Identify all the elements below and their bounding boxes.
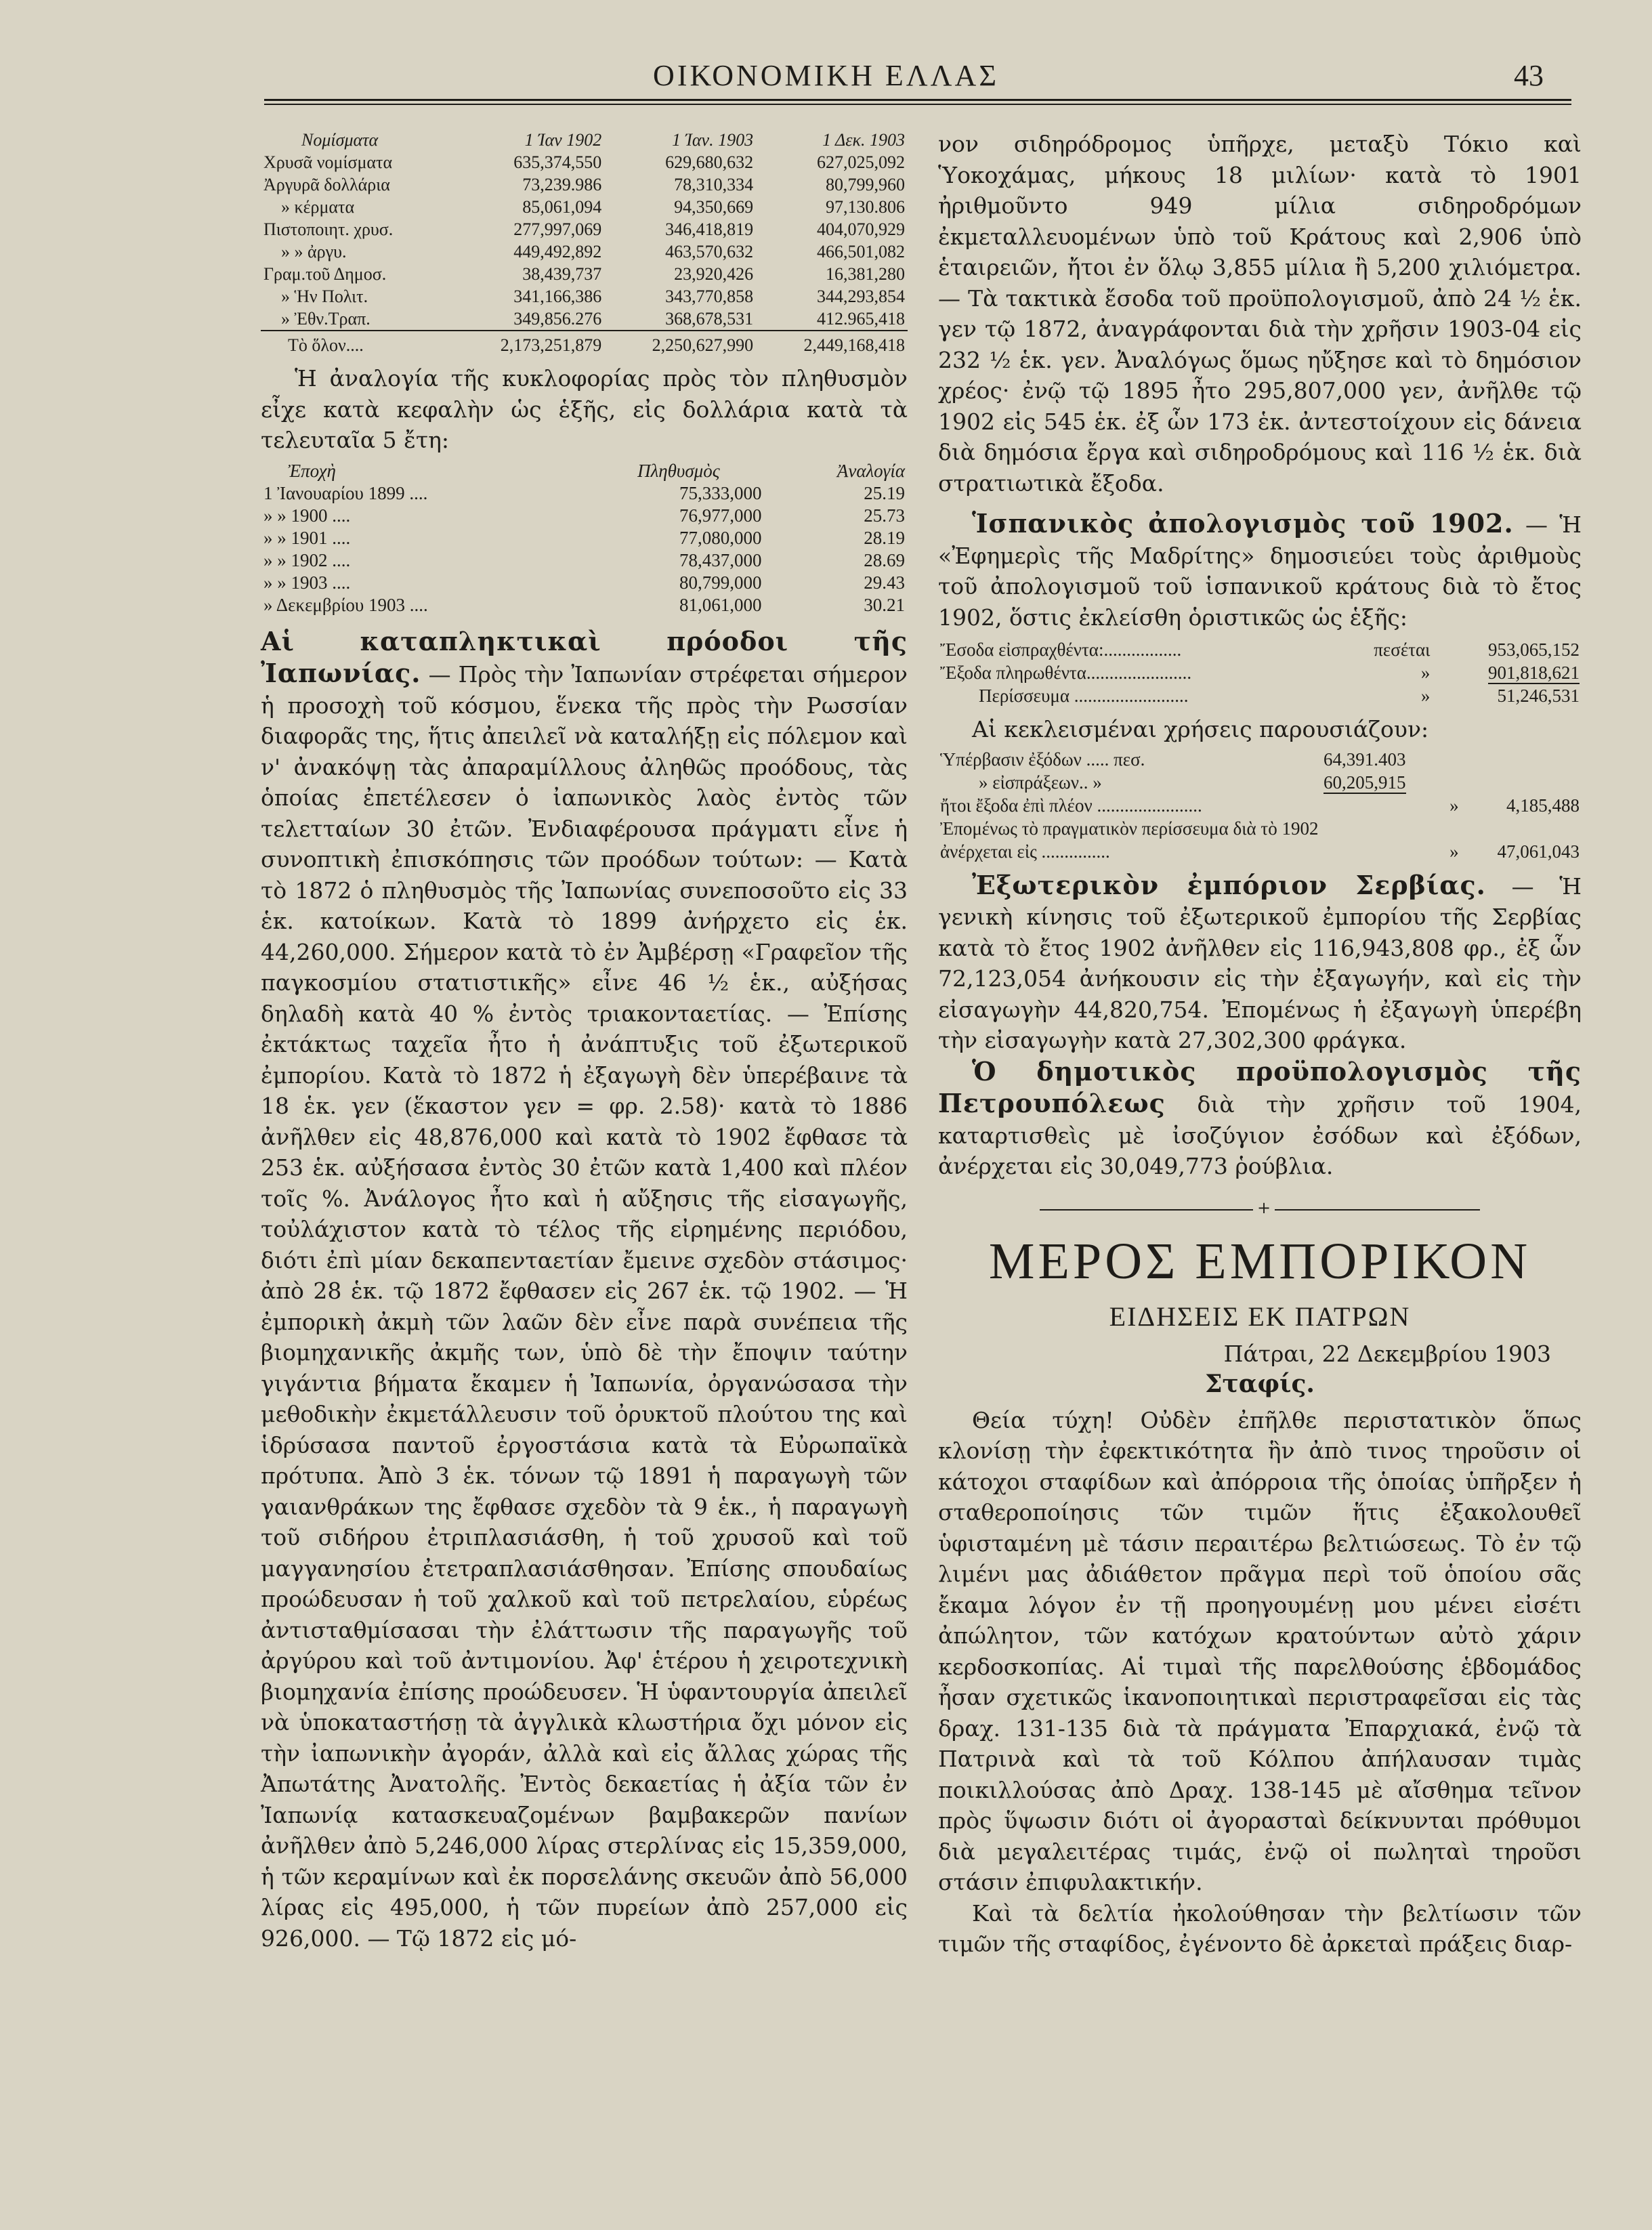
subsection-title: ΕΙΔΗΣΕΙΣ ΕΚ ΠΑΤΡΩΝ	[1109, 1301, 1411, 1332]
petersburg-article	[938, 1056, 1582, 1182]
row-label: Τὸ ὅλον....	[261, 331, 452, 356]
column-header: Ἀναλογία	[836, 460, 905, 481]
table-row	[261, 151, 908, 173]
table-row	[261, 263, 908, 285]
row-label: Πιστοποιητ. χρυσ.	[263, 219, 394, 239]
ledger-value	[1321, 794, 1442, 817]
row-label: 1 Ἰανουαρίου 1899 ....	[263, 482, 428, 503]
ledger-unit: »	[1420, 662, 1431, 683]
closed-years-ledger	[938, 748, 1582, 863]
cell: 2,449,168,418	[756, 331, 908, 356]
ledger-unit: »	[1449, 795, 1459, 816]
ledger-unit: πεσέται	[1374, 639, 1431, 660]
cell: 94,350,669	[674, 197, 754, 217]
cell: 80,799,960	[826, 175, 905, 194]
header-rule	[264, 104, 1571, 105]
cell: 77,080,000	[679, 527, 762, 548]
ledger-unit	[1442, 771, 1460, 794]
closed-years-line: Αἱ κεκλεισμέναι χρήσεις παρουσιάζουν:	[972, 716, 1429, 742]
spain-text: — Ἡ «Ἐφημερὶς τῆς Μαδρίτης» δημοσιεύει τοὺς ἀριθμοὺς τοῦ ἀπολογισμοῦ τοῦ ἱσπανικοῦ κράτους διὰ τὸ ἔτος 1902, ὅστις ἐκλείσθη ὁριστικῶς ὡς ἑξῆς:	[938, 511, 1582, 631]
row-label: Ἀργυρᾶ δολλάρια	[263, 175, 390, 194]
japan-heading: Αἱ καταπληκτικαὶ πρόοδοι τῆς Ἰαπωνίας.	[261, 625, 908, 688]
table-row	[261, 218, 908, 240]
petersburg-text: διὰ τὴν χρῆσιν τοῦ 1904, καταρτισθεὶς μὲ ἰσοζύγιον ἐσόδων καὶ ἐξόδων, ἀνέρχεται εἰς 30,049,773 ῥούβλια.	[938, 1091, 1582, 1179]
row-label: » » 1902 ....	[263, 549, 351, 570]
japan-continuation: νον σιδηρόδρομος ὑπῆρχε, μεταξὺ Τόκιο καὶ Ὑοκοχάμας, μήκους 18 μιλίων· κατὰ τὸ 1901 ἠριθμοῦντο 949 μίλια σιδηροδρόμων ἐκμεταλλευομένων ὑπὸ τοῦ Κράτους καὶ 2,906 ὑπὸ ἑταιρειῶν, ἤτοι ἐν ὅλῳ 3,855 μίλια ἢ 5,200 χιλιόμετρα. — Τὰ τακτικὰ ἔσοδα τοῦ προϋπολογισμοῦ, ἀπὸ 24 ½ ἑκ. γεν τῷ 1872, ἀναγράφονται διὰ τὴν χρῆσιν 1903-04 εἰς 232 ½ ἑκ. γεν. Ἀναλόγως ὅμως ηὔξησε καὶ τὸ δημόσιον χρέος· ἐνῷ τῷ 1895 ἦτο 295,807,000 γεν, ἀνῆλθε τῷ 1902 εἰς 545 ἑκ. ἐξ ὧν 173 ἑκ. ἀντεστοίχουν εἰς δάνεια διὰ δημόσια ἔργα καὶ σιδηροδρόμους καὶ 116 ½ ἑκ. διὰ στρατιωτικὰ ἔξοδα.	[938, 131, 1582, 497]
table-row	[261, 173, 908, 196]
row-label: » κέρματα	[281, 197, 355, 217]
column-header: 1 Ίαν 1902	[524, 130, 602, 150]
table-row	[261, 572, 908, 594]
ledger-row	[938, 748, 1582, 771]
left-column	[261, 129, 908, 1954]
cell: 466,501,082	[817, 242, 905, 261]
commercial-paragraph: Θεία τύχη! Οὐδὲν ἐπῆλθε περιστατικὸν ὅπως κλονίσῃ τὴν ἐφεκτικότητα ἣν ἀπὸ τινος τηροῦσιν οἱ κάτοχοι σταφίδων καὶ ἀπόρροια τῆς ὁποίας ὑπῆρξεν ἡ σταθεροποίησις τῶν τιμῶν ἥτις ἐξακολουθεῖ ὑφισταμένη μὲ τάσιν περαιτέρω βελτιώσεως. Τὸ ἐν τῷ λιμένι μας ἀδιάθετον πρᾶγμα περὶ τοῦ ὁποίου σᾶς ἔκαμα λόγον ἐν τῇ προηγουμένῃ μου μένει εἰσέτι ἀπώλητον, τῶν κατόχων κρατούντων αὐτὸ χάριν κερδοσκοπίας. Αἱ τιμαὶ τῆς παρελθούσης ἑβδομάδος ἦσαν σχετικῶς ἱκανοποιητικαὶ περιστραφεῖσαι εἰς τὰς δραχ. 131-135 διὰ τὰ πράγματα Ἐπαρχιακά, ἐνῷ τὰ Πατρινὰ καὶ τὰ τοῦ Κόλπου ἀπήλαυσαν τιμὰς ποικιλλούσας ἀπὸ Δραχ. 138-145 μὲ αἴσθημα τεῖνον πρὸς ὕψωσιν διότι οἱ ἀγορασταὶ δείκνυνται πρόθυμοι διὰ μεγαλειτέρας τιμάς, ἐνῷ οἱ πωληταὶ τηροῦσι στάσιν ἐπιφυλακτικήν.	[938, 1406, 1582, 1895]
cell: 2,250,627,990	[604, 331, 756, 356]
cell: 29.43	[864, 572, 905, 593]
cell: 463,570,632	[665, 242, 754, 261]
cell: 81,061,000	[679, 594, 762, 615]
serbia-heading: Ἐξωτερικὸν ἐμπόριον Σερβίας.	[972, 869, 1486, 900]
ledger-label: Ἐπομένως τὸ πραγματικὸν περίσσευμα διὰ τὸ 1902 ἀνέρχεται εἰς ...............	[940, 818, 1319, 862]
ledger-label: Περίσσευμα .........................	[979, 686, 1189, 706]
cell: 16,381,280	[826, 264, 905, 284]
cell: 97,130.806	[826, 197, 905, 217]
table-row	[261, 240, 908, 263]
ratio-paragraph: Ἡ ἀναλογία τῆς κυκλοφορίας πρὸς τὸν πληθυσμὸν εἶχε κατὰ κεφαλὴν ὡς ἑξῆς, εἰς δολλάρια κατὰ τὰ τελευταῖα 5 ἔτη:	[261, 365, 908, 453]
cell: 75,333,000	[679, 482, 762, 503]
ledger-label: Ὑπέρβασιν ἐξόδων ..... πεσ.	[940, 749, 1145, 770]
ledger-row	[938, 684, 1582, 707]
cell: 349,856.276	[513, 309, 602, 329]
serbia-text: — Ἡ γενικὴ κίνησις τοῦ ἐξωτερικοῦ ἐμπορίου τῆς Σερβίας κατὰ τὸ ἔτος 1902 ἀνῆλθεν εἰς 116,943,808 φρ., ἐξ ὧν 72,123,054 ἀνήκουσιν εἰς τὴν ἐξαγωγήν, καὶ εἰς τὴν εἰσαγωγὴν 44,820,754. Ἐπομένως ἡ ἐξαγωγὴ ὑπερέβη τὴν εἰσαγωγὴν κατὰ 27,302,300 φράγκα.	[938, 872, 1582, 1053]
spain-ledger	[938, 638, 1582, 707]
ledger-value: 51,246,531	[1497, 686, 1580, 706]
table-row	[261, 549, 908, 572]
row-label: » Ἐθν.Τραπ.	[281, 309, 370, 329]
ledger-label: ἤτοι ἔξοδα ἐπὶ πλέον .......................	[940, 795, 1202, 816]
cell: 28.19	[864, 527, 905, 548]
cell: 25.73	[864, 505, 905, 526]
japan-article	[261, 626, 908, 1954]
row-label: » » 1900 ....	[263, 505, 351, 526]
table-row	[261, 308, 908, 331]
page-number: 43	[1514, 59, 1544, 92]
header-rule	[264, 99, 1571, 101]
population-table	[261, 460, 908, 616]
section-title: ΜΕΡΟΣ ΕΜΠΟΡΙΚΟΝ	[988, 1232, 1531, 1290]
row-label: » » ἀργυ.	[281, 242, 347, 261]
commercial-paragraph: Καὶ τὰ δελτία ἠκολούθησαν τὴν βελτίωσιν τῶν τιμῶν τῆς σταφίδος, ἐγένοντο δὲ ἀρκεταὶ πράξεις διαρ-	[938, 1899, 1582, 1957]
table-row	[261, 482, 908, 505]
ledger-label: Ἔσοδα εἰσπραχθέντα:.................	[940, 639, 1182, 660]
row-label: » Δεκεμβρίου 1903 ....	[263, 594, 428, 615]
spain-article	[938, 508, 1582, 633]
ledger-unit	[1442, 748, 1460, 771]
cell: 30.21	[864, 594, 905, 615]
ledger-value: 901,818,621	[1488, 662, 1580, 683]
serbia-article	[938, 870, 1582, 1056]
cell: 76,977,000	[679, 505, 762, 526]
cell: 635,374,550	[513, 152, 602, 172]
row-label: Γραμ.τοῦ Δημοσ.	[263, 264, 387, 284]
cell: 277,997,069	[513, 219, 602, 239]
right-column	[938, 129, 1582, 1960]
dateline: Πάτραι, 22 Δεκεμβρίου 1903	[1223, 1340, 1551, 1367]
column-header: 1 Ίαν. 1903	[671, 130, 754, 150]
section-divider	[938, 1196, 1582, 1223]
table-row	[261, 285, 908, 308]
ledger-unit: »	[1449, 841, 1459, 862]
ledger-value: 4,185,488	[1506, 795, 1580, 816]
ledger-value	[1321, 817, 1442, 863]
japan-text: — Πρὸς τὴν Ἰαπωνίαν στρέφεται σήμερον ἡ προσοχὴ τοῦ κόσμου, ἕνεκα τῆς πρὸς τὴν Ρωσσίαν διαφορᾶς της, ἥτις ἀπειλεῖ νὰ καταλήξῃ εἰς πόλεμον καὶ ν' ἀνακόψῃ τὰς ἀπαραμίλλους ἀληθῶς προόδους, τὰς ὁποίας ἐπετέλεσεν ὁ ἰαπωνικὸς λαὸς ἐντὸς τῶν τελετταίων 30 ἐτῶν. Ἐνδιαφέρουσα πράγματι εἶνε ἡ συνοπτικὴ ἐπισκόπησις τῶν προόδων τούτων: — Κατὰ τὸ 1872 ὁ πληθυσμὸς τῆς Ἰαπωνίας συνεποσοῦτο εἰς 33 ἑκ. κατοίκων. Κατὰ τὸ 1899 ἀνήρχετο εἰς ἑκ. 44,260,000. Σήμερον κατὰ τὸ ἐν Ἀμβέρσῃ «Γραφεῖον τῆς παγκοσμίου στατιστικῆς» εἶνε 46 ½ ἑκ., αὐξήσας δηλαδὴ κατὰ 40 % ἐντὸς τριακονταετίας. — Ἐπίσης ἐκτάκτως ταχεῖα ἦτο ἡ ἀνάπτυξις τοῦ ἐξωτερικοῦ ἐμπορίου. Κατὰ τὸ 1872 ἡ ἐξαγωγὴ δὲν ὑπερέβαινε τὰ 18 ἑκ. γεν (ἕκαστον γεν = φρ. 2.58)· κατὰ τὸ 1886 ἀνῆλθεν εἰς 48,876,000 καὶ κατὰ τὸ 1902 ἔφθασε τὰ 253 ἑκ. αὐξήσασα ἐντὸς 30 ἐτῶν κατὰ 1,400 καὶ πλέον τοῖς %. Ἀνάλογος ἦτο καὶ ἡ αὔξησις τῆς εἰσαγωγῆς, τοὐλάχιστον κατὰ τὸ τέλος τῆς εἰρημένης περιόδου, διότι ἐπὶ μίαν δεκαπενταετίαν ἔμεινε σχεδὸν στάσιμος· ἀπὸ 28 ἑκ. τῷ 1872 ἔφθασεν εἰς 267 ἑκ. τῷ 1902. — Ἡ ἐμπορικὴ ἀκμὴ τῶν λαῶν δὲν εἶνε παρὰ συνέπεια τῆς βιομηχανικῆς ἀκμῆς των, ὑπὸ δὲ τὴν ἔποψιν ταύτην γιγάντια βήματα ἔκαμεν ἡ Ἰαπωνία, ὀργανώσασα τὴν μεθοδικὴν ἐκμετάλλευσιν τοῦ ὀρυκτοῦ πλούτου της καὶ ἱδρύσασα παντοῦ ἐργοστάσια κατὰ τὰ Εὐρωπαϊκὰ πρότυπα. Ἀπὸ 3 ἑκ. τόνων τῷ 1891 ἡ παραγωγὴ τῶν γαιανθράκων της ἔφθασε σχεδὸν τὰ 9 ἑκ., ἡ παραγωγὴ τοῦ σιδήρου ἐτριπλασιάσθη, ἡ τοῦ χρυσοῦ καὶ τοῦ μαγγανησίου ἐτετραπλασιάσθησαν. Ἐπίσης σπουδαίως προώδευσαν ἡ τοῦ χαλκοῦ καὶ τοῦ πετρελαίου, εὑρέως ἀντισταθμίσασαι τὴν ἐλάττωσιν τῆς παραγωγῆς τοῦ ἀργύρου καὶ τοῦ ἀντιμονίου. Ἀφ' ἑτέρου ἡ χειροτεχνικὴ βιομηχανία ἐπίσης προώδευσεν. Ἡ ὑφαντουργία ἀπειλεῖ νὰ ὑποκαταστήσῃ τὰ ἀγγλικὰ κλωστήρια ὄχι μόνον εἰς τὴν ἰαπωνικὴν ἀγοράν, ἀλλὰ καὶ εἰς ἄλλας χώρας τῆς Ἀπωτάτης Ἀνατολῆς. Ἐντὸς δεκαετίας ἡ ἀξία τῶν ἐν Ἰαπωνίᾳ κατασκευαζομένων βαμβακερῶν πανίων ἀνῆλθεν ἀπὸ 5,246,000 λίρας στερλίνας εἰς 15,359,000, ἡ τῶν κεραμίνων καὶ ἐκ πορσελάνης σκευῶν ἀπὸ 56,000 λίρας εἰς 495,000, ἡ τῶν πυρείων ἀπὸ 257,000 εἰς 926,000. — Τῷ 1872 εἰς μό-	[261, 661, 908, 1952]
spain-heading: Ἱσπανικὸς ἀπολογισμὸς τοῦ 1902.	[972, 508, 1514, 539]
ledger-unit: »	[1420, 686, 1431, 706]
cell: 341,166,386	[513, 287, 602, 306]
cell: 85,061,094	[522, 197, 602, 217]
ledger-value: 953,065,152	[1488, 639, 1580, 660]
ledger-value: 64,391.403	[1323, 749, 1406, 770]
cell: 23,920,426	[674, 264, 754, 284]
journal-title: ΟΙΚΟΝΟΜΙΚΗ ΕΛΛΑΣ	[653, 59, 999, 92]
ledger-row	[938, 794, 1582, 817]
ledger-value	[1461, 771, 1582, 794]
column-header: 1 Δεκ. 1903	[822, 130, 905, 150]
cell: 2,173,251,879	[452, 331, 604, 356]
cell: 78,437,000	[679, 549, 762, 570]
divider-ornament-icon: +	[1253, 1198, 1275, 1217]
column-header: Ἐποχὴ	[288, 460, 336, 481]
petersburg-heading: Ὁ δημοτικὸς προϋπολογισμὸς τῆς Πετρουπόλεως	[938, 1055, 1582, 1118]
topic-heading: Σταφίς.	[1205, 1369, 1315, 1398]
ledger-value: 60,205,915	[1323, 772, 1406, 793]
cell: 344,293,854	[817, 287, 905, 306]
table-row	[261, 527, 908, 549]
row-label: Χρυσᾶ νομίσματα	[263, 152, 393, 172]
table-row	[261, 196, 908, 218]
ledger-row	[938, 771, 1582, 794]
cell: 346,418,819	[665, 219, 754, 239]
total-row	[261, 331, 908, 356]
ledger-row	[938, 817, 1582, 863]
cell: 80,799,000	[679, 572, 762, 593]
ledger-label: » εἰσπράξεων.. »	[979, 772, 1102, 793]
population-table-header	[261, 460, 908, 482]
cell: 343,770,858	[665, 287, 754, 306]
row-label: » » 1903 ....	[263, 572, 351, 593]
ledger-label: Ἔξοδα πληρωθέντα.......................	[940, 662, 1192, 683]
cell: 629,680,632	[665, 152, 754, 172]
cell: 449,492,892	[513, 242, 602, 261]
ledger-row	[938, 661, 1582, 684]
currency-table	[261, 129, 908, 356]
cell: 368,678,531	[665, 309, 754, 329]
cell: 38,439,737	[522, 264, 602, 284]
ledger-value: 47,061,043	[1497, 841, 1580, 862]
cell: 78,310,334	[674, 175, 754, 194]
column-header: Νομίσματα	[301, 130, 379, 150]
cell: 25.19	[864, 482, 905, 503]
currency-table-header	[261, 129, 908, 151]
cell: 73,239.986	[522, 175, 602, 194]
table-row	[261, 505, 908, 527]
column-header: Πληθυσμὸς	[637, 460, 720, 481]
table-row	[261, 594, 908, 616]
ledger-value	[1461, 748, 1582, 771]
row-label: » Ἡν Πολιτ.	[281, 287, 368, 306]
ledger-row	[938, 638, 1582, 661]
row-label: » » 1901 ....	[263, 527, 351, 548]
cell: 28.69	[864, 549, 905, 570]
cell: 404,070,929	[817, 219, 905, 239]
cell: 412.965,418	[817, 309, 905, 329]
cell: 627,025,092	[817, 152, 905, 172]
